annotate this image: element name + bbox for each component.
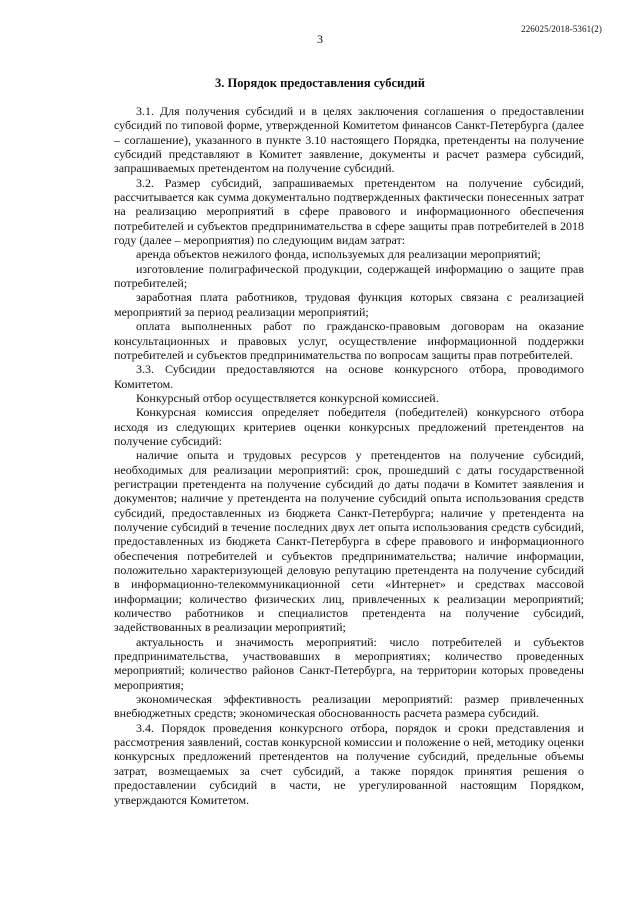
paragraph: Конкурсный отбор осуществляется конкурсной комиссией. <box>136 390 439 405</box>
paragraph: изготовление полиграфической продукции, содержащей информацию о защите прав потребителей; <box>114 261 584 291</box>
paragraph: оплата выполненных работ по гражданско-правовым договорам на оказание консультационных и правовых услуг, осуществление информационной поддержки потребителей и субъектов предпринимательства по вопросам защиты прав потребителей. <box>114 319 584 362</box>
document-id: 226025/2018-5361(2) <box>521 24 602 34</box>
document-body <box>114 104 584 807</box>
paragraph: аренда объектов нежилого фонда, используемых для реализации мероприятий; <box>136 247 541 262</box>
paragraph: наличие опыта и трудовых ресурсов у претендентов на получение субсидий, необходимых для реализации мероприятий: срок, прошедший с даты государственной регистрации претендента на получение субсидий до даты подачи в Комитет заявления и документов; наличие у претендента на получение субсидий опыта использования средств субсидий, предоставленных из бюджета Санкт-Петербурга; наличие у претендента на получение субсидий в течение последних двух лет опыта использования средств субсидий, предоставленных из бюджета Санкт-Петербурга в сфере правового и информационного обеспечения потребителей и субъектов предпринимательства; наличие информации, положительно характеризующей деловую репутацию претендента на получение субсидий в информационно-телекоммуникационной сети «Интернет» и средствах массовой информации; количество физических лиц, привлеченных к реализации мероприятий; количество работников и специалистов претендента на получение субсидий, задействованных в реализации мероприятий; <box>114 448 584 635</box>
paragraph: Конкурсная комиссия определяет победителя (победителей) конкурсного отбора исходя из следующих критериев оценки конкурсных предложений претендентов на получение субсидий: <box>114 405 584 448</box>
paragraph: 3.3. Субсидии предоставляются на основе конкурсного отбора, проводимого Комитетом. <box>114 362 584 391</box>
paragraph: экономическая эффективность реализации мероприятий: размер привлеченных внебюджетных средств; экономическая обоснованность расчета размера субсидий. <box>114 692 584 721</box>
paragraph: 3.1. Для получения субсидий и в целях заключения соглашения о предоставлении субсидий по типовой форме, утвержденной Комитетом финансов Санкт-Петербурга (далее – соглашение), указанного в пункте 3.10 настоящего Порядка, претенденты на получение субсидий представляют в Комитет заявление, документы и расчет размера субсидий, запрашиваемых претендентом на получение субсидий. <box>114 104 584 176</box>
paragraph: 3.4. Порядок проведения конкурсного отбора, порядок и сроки представления и рассмотрения заявлений, состав конкурсной комиссии и положение о ней, методику оценки конкурсных предложений претендентов на получение субсидий, предельные объемы затрат, возмещаемых за счет субсидий, а также порядок принятия решения о предоставлении субсидий в части, не урегулированной настоящим Порядком, утверждаются Комитетом. <box>114 720 584 807</box>
page-number: 3 <box>317 32 323 46</box>
section-title: 3. Порядок предоставления субсидий <box>215 76 425 90</box>
paragraph: заработная плата работников, трудовая функция которых связана с реализацией мероприятий за период реализации мероприятий; <box>114 290 584 319</box>
paragraph: актуальность и значимость мероприятий: число потребителей и субъектов предпринимательства, участвовавших в мероприятиях; количество проведенных мероприятий; количество районов Санкт-Петербурга, на территории которых проведены мероприятия; <box>114 634 584 692</box>
paragraph: 3.2. Размер субсидий, запрашиваемых претендентом на получение субсидий, рассчитывается как сумма документально подтвержденных фактически понесенных затрат на реализацию мероприятий в сфере правового и информационного обеспечения потребителей и субъектов предпринимательства в сфере защиты прав потребителей в 2018 году (далее – мероприятия) по следующим видам затрат: <box>114 175 584 248</box>
